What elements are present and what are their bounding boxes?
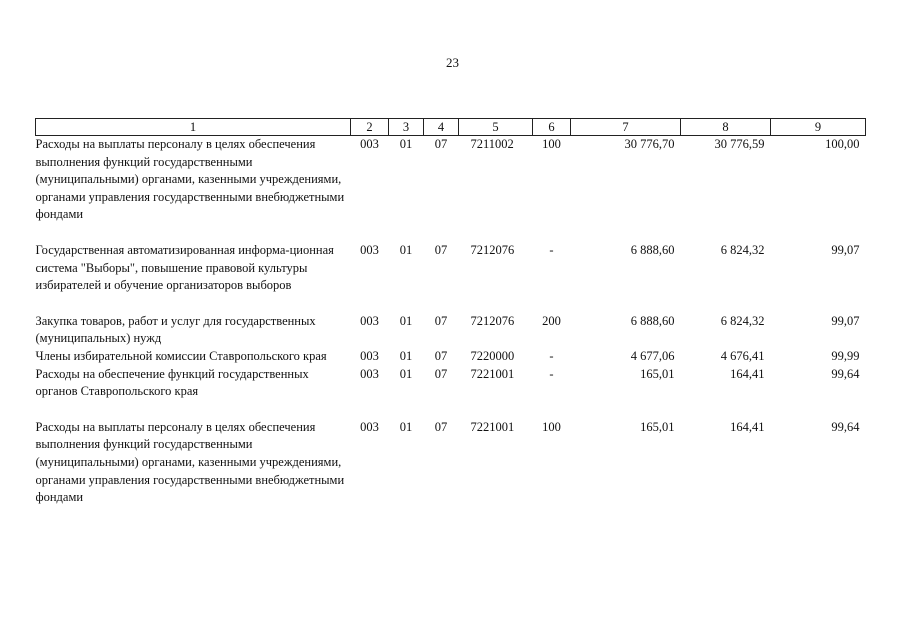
cell-col7: 4 677,06 [630, 348, 675, 363]
cell-col2: 003 [360, 419, 379, 434]
cell-col8: 164,41 [730, 419, 765, 434]
table-row [36, 313, 866, 348]
cell-col6: - [549, 366, 554, 381]
cell-col9: 99,64 [831, 419, 860, 434]
row-name: Члены избирательной комиссии Ставропольского края [35, 348, 327, 363]
cell-col9: 99,07 [831, 242, 860, 257]
cell-col3: 01 [399, 348, 413, 363]
cell-col4: 07 [434, 313, 448, 328]
cell-col3: 01 [399, 137, 413, 151]
table-row [36, 348, 866, 366]
table-row [36, 366, 866, 401]
column-header-7: 7 [571, 119, 681, 136]
cell-col9: 99,99 [831, 348, 860, 363]
page-number: 23 [446, 55, 459, 70]
cell-col6: 200 [542, 313, 561, 328]
cell-col3: 01 [399, 242, 413, 257]
cell-col8: 164,41 [730, 366, 765, 381]
column-header-2: 2 [351, 119, 389, 136]
cell-col6: 100 [542, 137, 561, 151]
cell-col7: 6 888,60 [630, 242, 675, 257]
row-spacer [36, 224, 866, 242]
column-header-1: 1 [36, 119, 351, 136]
row-name: Расходы на выплаты персоналу в целях обеспечения выполнения функций государственными (муниципальными) органами, казенными учреждениями, органами управления государственными внебюджетными фондами [35, 137, 345, 222]
column-header-6: 6 [533, 119, 571, 136]
row-spacer [36, 295, 866, 313]
row-spacer [36, 401, 866, 419]
cell-col2: 003 [360, 366, 379, 381]
column-header-3: 3 [389, 119, 424, 136]
cell-col4: 07 [434, 366, 448, 381]
cell-col9: 99,64 [831, 366, 860, 381]
cell-col6: - [549, 242, 554, 257]
cell-col2: 003 [360, 348, 379, 363]
cell-col5: 7221001 [470, 366, 515, 381]
column-header-4: 4 [424, 119, 459, 136]
cell-col8: 30 776,59 [714, 137, 765, 151]
table-header-row [36, 119, 866, 136]
cell-col7: 165,01 [640, 366, 675, 381]
row-name: Государственная автоматизированная информа-ционная система "Выборы", повышение правовой культуры избирателей и обучение организаторов выборов [35, 242, 334, 293]
cell-col4: 07 [434, 348, 448, 363]
row-name: Расходы на обеспечение функций государственных органов Ставропольского края [35, 366, 309, 399]
table-row [36, 419, 866, 507]
cell-col9: 99,07 [831, 313, 860, 328]
budget-execution-table [35, 118, 866, 507]
cell-col5: 7220000 [470, 348, 515, 363]
column-header-5: 5 [459, 119, 533, 136]
row-name: Закупка товаров, работ и услуг для государственных (муниципальных) нужд [35, 313, 316, 346]
cell-col9: 100,00 [825, 137, 860, 151]
cell-col4: 07 [434, 137, 448, 151]
cell-col7: 165,01 [640, 419, 675, 434]
table-row [36, 136, 866, 224]
cell-col8: 4 676,41 [720, 348, 765, 363]
cell-col2: 003 [360, 242, 379, 257]
cell-col8: 6 824,32 [720, 313, 765, 328]
cell-col5: 7212076 [470, 242, 515, 257]
cell-col5: 7212076 [470, 313, 515, 328]
table-row [36, 242, 866, 295]
cell-col6: - [549, 348, 554, 363]
cell-col5: 7221001 [470, 419, 515, 434]
cell-col7: 30 776,70 [624, 137, 675, 151]
cell-col2: 003 [360, 313, 379, 328]
column-header-9: 9 [771, 119, 866, 136]
cell-col8: 6 824,32 [720, 242, 765, 257]
row-name: Расходы на выплаты персоналу в целях обеспечения выполнения функций государственными (муниципальными) органами, казенными учреждениями, органами управления государственными внебюджетными фондами [35, 419, 345, 505]
cell-col5: 7211002 [470, 137, 514, 151]
cell-col3: 01 [399, 313, 413, 328]
cell-col3: 01 [399, 419, 413, 434]
cell-col6: 100 [542, 419, 561, 434]
cell-col4: 07 [434, 242, 448, 257]
cell-col3: 01 [399, 366, 413, 381]
cell-col7: 6 888,60 [630, 313, 675, 328]
column-header-8: 8 [681, 119, 771, 136]
cell-col4: 07 [434, 419, 448, 434]
cell-col2: 003 [360, 137, 379, 151]
